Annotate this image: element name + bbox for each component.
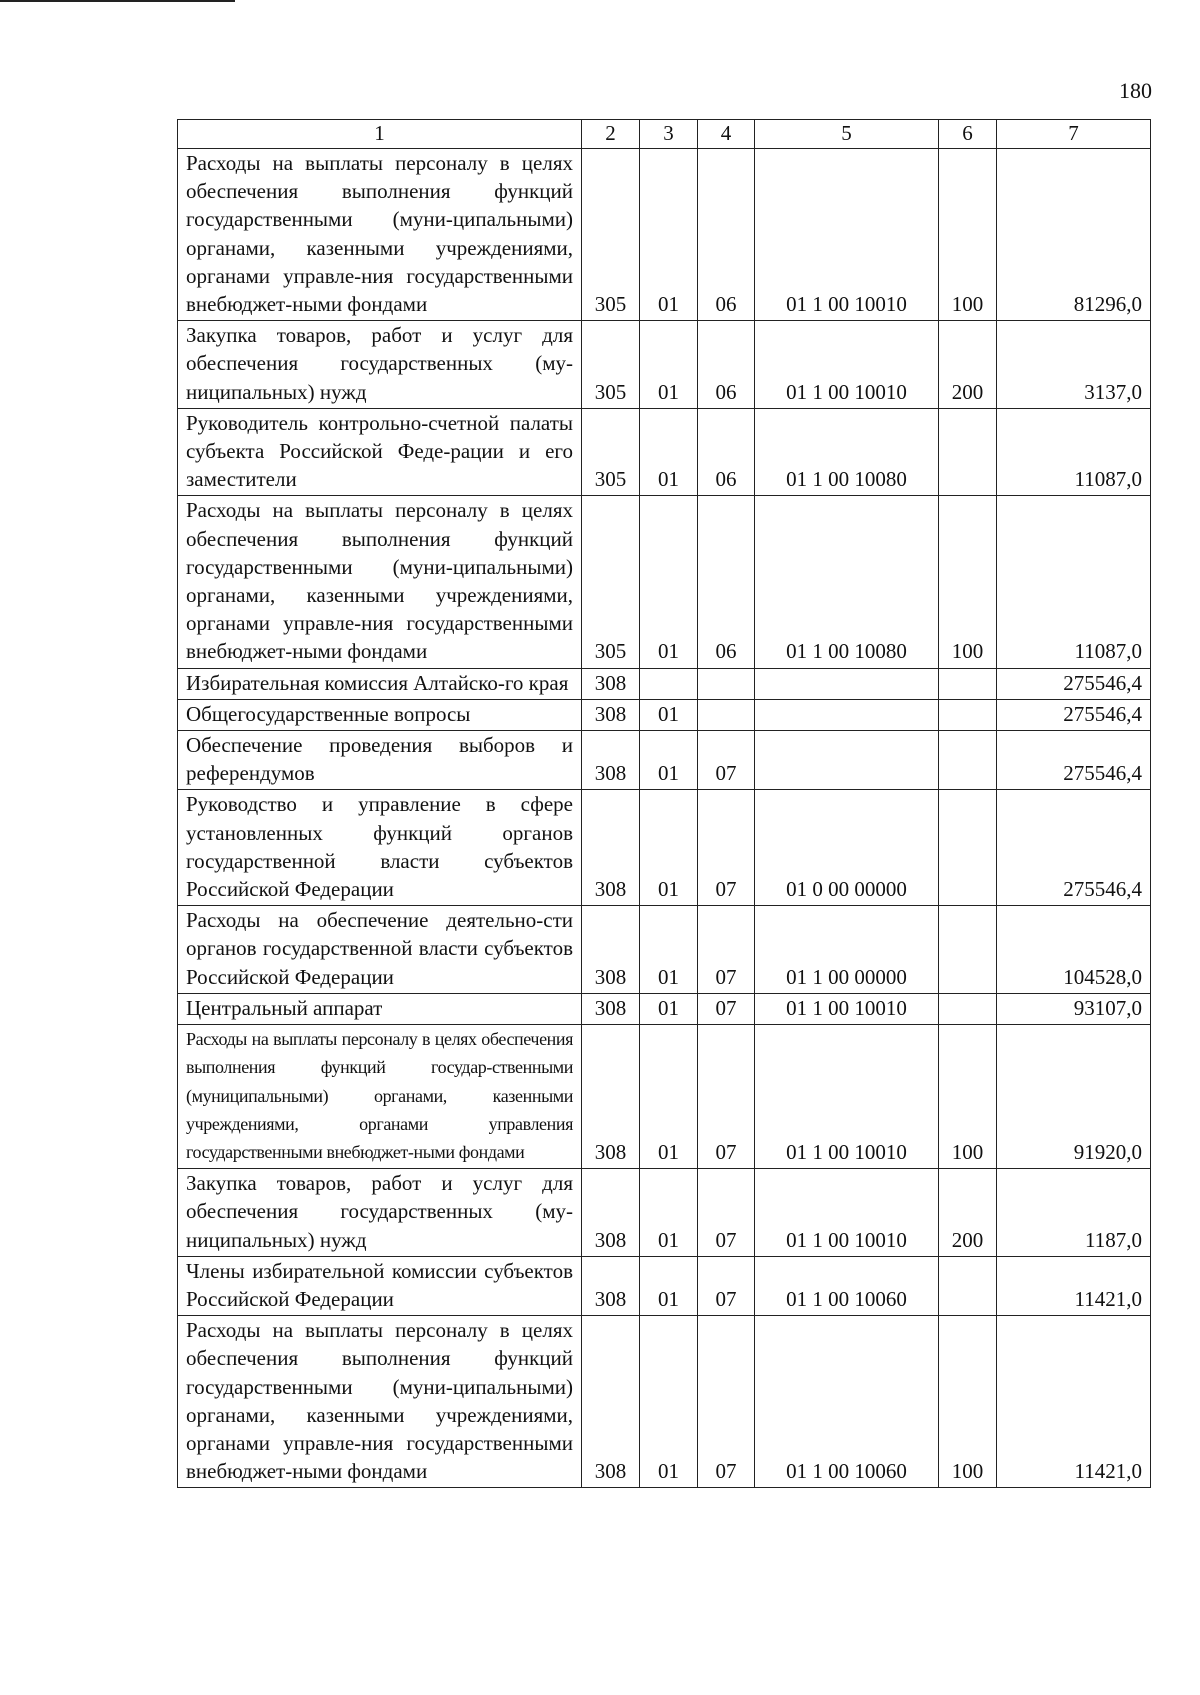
header-col-6: 6 (939, 120, 997, 149)
row-target-article: 01 1 00 00000 (755, 906, 939, 994)
row-target-article: 01 1 00 10010 (755, 321, 939, 409)
row-expense-type (939, 906, 997, 994)
row-expense-type (939, 731, 997, 790)
row-subsection (698, 668, 755, 699)
row-name: Закупка товаров, работ и услуг для обеспечения государственных (му-ниципальных) нужд (178, 321, 582, 409)
row-name: Общегосударственные вопросы (178, 699, 582, 730)
row-grbs: 308 (582, 1316, 640, 1488)
row-expense-type (939, 993, 997, 1024)
table-row (178, 1025, 1151, 1169)
budget-table (177, 119, 1151, 1488)
header-col-1: 1 (178, 120, 582, 149)
top-rule (0, 0, 235, 2)
header-col-3: 3 (640, 120, 698, 149)
row-target-article: 01 1 00 10080 (755, 408, 939, 496)
row-section: 01 (640, 408, 698, 496)
table-row (178, 149, 1151, 321)
row-grbs: 305 (582, 496, 640, 668)
row-name: Руководитель контрольно-счетной палаты субъекта Российской Феде-рации и его заместители (178, 408, 582, 496)
row-name: Руководство и управление в сфере установленных функций органов государственной власти субъектов Российской Федерации (178, 790, 582, 906)
page-number: 180 (1119, 78, 1152, 103)
row-target-article (755, 699, 939, 730)
row-section: 01 (640, 699, 698, 730)
row-section: 01 (640, 321, 698, 409)
row-name: Расходы на обеспечение деятельно-сти органов государственной власти субъектов Российской Федерации (178, 906, 582, 994)
row-section: 01 (640, 1256, 698, 1315)
row-target-article: 01 0 00 00000 (755, 790, 939, 906)
row-section: 01 (640, 1316, 698, 1488)
row-expense-type: 100 (939, 149, 997, 321)
row-target-article: 01 1 00 10010 (755, 993, 939, 1024)
row-subsection: 06 (698, 321, 755, 409)
row-name: Обеспечение проведения выборов и референдумов (178, 731, 582, 790)
row-grbs: 305 (582, 149, 640, 321)
table-row (178, 321, 1151, 409)
row-subsection: 07 (698, 906, 755, 994)
header-col-4: 4 (698, 120, 755, 149)
row-subsection (698, 699, 755, 730)
row-subsection: 07 (698, 790, 755, 906)
row-subsection: 07 (698, 1316, 755, 1488)
table-row (178, 699, 1151, 730)
row-amount: 3137,0 (997, 321, 1151, 409)
row-amount: 104528,0 (997, 906, 1151, 994)
row-name: Избирательная комиссия Алтайско-го края (178, 668, 582, 699)
row-grbs: 308 (582, 1256, 640, 1315)
row-section (640, 668, 698, 699)
row-name: Расходы на выплаты персоналу в целях обеспечения выполнения функций государственными (муни-ципальными) органами, казенными учреждениями, органами управле-ния государственными внебюджет-ными фондами (178, 149, 582, 321)
row-target-article (755, 668, 939, 699)
table-row (178, 1256, 1151, 1315)
row-subsection: 07 (698, 1256, 755, 1315)
row-grbs: 305 (582, 321, 640, 409)
row-grbs: 308 (582, 906, 640, 994)
row-amount: 11087,0 (997, 496, 1151, 668)
row-amount: 91920,0 (997, 1025, 1151, 1169)
row-grbs: 308 (582, 790, 640, 906)
table-row (178, 668, 1151, 699)
header-col-5: 5 (755, 120, 939, 149)
row-name: Расходы на выплаты персоналу в целях обеспечения выполнения функций государ-ственными (муниципальными) органами, казенными учреждениями, органами управления государственными внебюджет-ными фондами (178, 1025, 582, 1169)
row-section: 01 (640, 149, 698, 321)
row-expense-type (939, 790, 997, 906)
row-target-article: 01 1 00 10060 (755, 1256, 939, 1315)
row-target-article: 01 1 00 10010 (755, 1025, 939, 1169)
row-target-article: 01 1 00 10010 (755, 149, 939, 321)
row-section: 01 (640, 993, 698, 1024)
row-subsection: 06 (698, 496, 755, 668)
row-section: 01 (640, 1169, 698, 1257)
row-name: Центральный аппарат (178, 993, 582, 1024)
table-row (178, 496, 1151, 668)
table-row (178, 1169, 1151, 1257)
row-grbs: 308 (582, 1025, 640, 1169)
row-expense-type: 200 (939, 1169, 997, 1257)
row-subsection: 06 (698, 149, 755, 321)
row-target-article: 01 1 00 10010 (755, 1169, 939, 1257)
row-amount: 81296,0 (997, 149, 1151, 321)
row-expense-type: 100 (939, 1025, 997, 1169)
row-expense-type (939, 408, 997, 496)
row-subsection: 07 (698, 731, 755, 790)
table-row (178, 408, 1151, 496)
table-row (178, 906, 1151, 994)
row-expense-type (939, 1256, 997, 1315)
row-grbs: 308 (582, 1169, 640, 1257)
header-row (178, 120, 1151, 149)
row-amount: 11087,0 (997, 408, 1151, 496)
row-amount: 1187,0 (997, 1169, 1151, 1257)
row-subsection: 07 (698, 1025, 755, 1169)
row-expense-type: 100 (939, 1316, 997, 1488)
table-row (178, 1316, 1151, 1488)
row-target-article: 01 1 00 10080 (755, 496, 939, 668)
row-name: Закупка товаров, работ и услуг для обеспечения государственных (му-ниципальных) нужд (178, 1169, 582, 1257)
row-amount: 11421,0 (997, 1316, 1151, 1488)
row-amount: 275546,4 (997, 790, 1151, 906)
row-name: Члены избирательной комиссии субъектов Российской Федерации (178, 1256, 582, 1315)
row-grbs: 305 (582, 408, 640, 496)
row-expense-type: 100 (939, 496, 997, 668)
row-target-article: 01 1 00 10060 (755, 1316, 939, 1488)
table-row (178, 731, 1151, 790)
row-name: Расходы на выплаты персоналу в целях обеспечения выполнения функций государственными (муни-ципальными) органами, казенными учреждениями, органами управле-ния государственными внебюджет-ными фондами (178, 1316, 582, 1488)
row-amount: 93107,0 (997, 993, 1151, 1024)
header-col-2: 2 (582, 120, 640, 149)
row-name: Расходы на выплаты персоналу в целях обеспечения выполнения функций государственными (муни-ципальными) органами, казенными учреждениями, органами управле-ния государственными внебюджет-ными фондами (178, 496, 582, 668)
row-grbs: 308 (582, 668, 640, 699)
header-col-7: 7 (997, 120, 1151, 149)
row-grbs: 308 (582, 699, 640, 730)
row-subsection: 07 (698, 993, 755, 1024)
table-row (178, 790, 1151, 906)
row-grbs: 308 (582, 993, 640, 1024)
row-section: 01 (640, 790, 698, 906)
row-amount: 275546,4 (997, 668, 1151, 699)
row-amount: 275546,4 (997, 731, 1151, 790)
row-subsection: 06 (698, 408, 755, 496)
table-row (178, 993, 1151, 1024)
row-grbs: 308 (582, 731, 640, 790)
row-expense-type (939, 668, 997, 699)
row-expense-type: 200 (939, 321, 997, 409)
table-body (178, 149, 1151, 1488)
row-amount: 275546,4 (997, 699, 1151, 730)
row-target-article (755, 731, 939, 790)
row-section: 01 (640, 496, 698, 668)
row-section: 01 (640, 1025, 698, 1169)
row-expense-type (939, 699, 997, 730)
row-amount: 11421,0 (997, 1256, 1151, 1315)
row-subsection: 07 (698, 1169, 755, 1257)
row-section: 01 (640, 906, 698, 994)
row-section: 01 (640, 731, 698, 790)
